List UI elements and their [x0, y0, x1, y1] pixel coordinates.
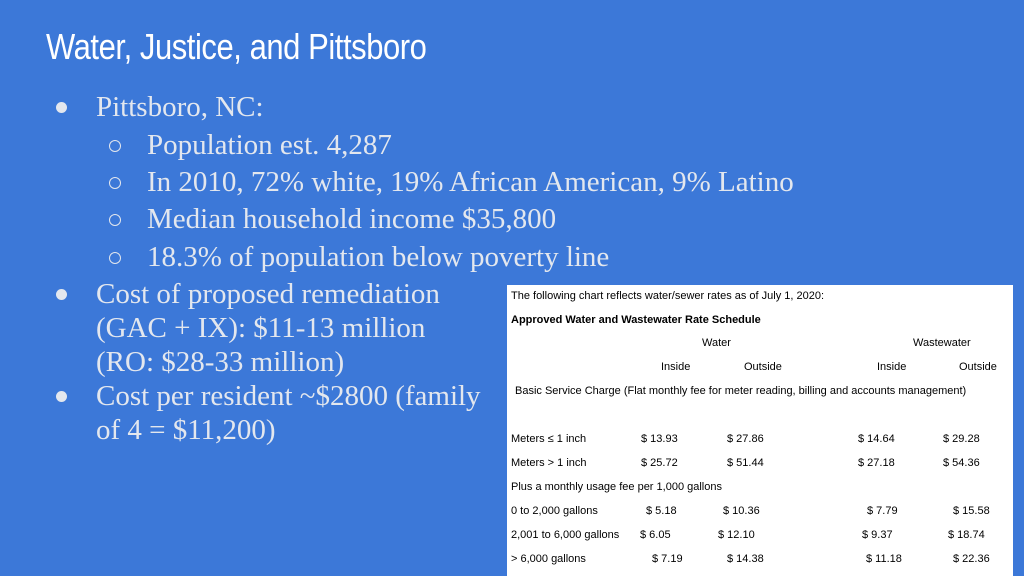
- table-heading: Approved Water and Wastewater Rate Schedule: [511, 314, 761, 326]
- bullet-pittsboro: Pittsboro, NC:: [96, 91, 264, 123]
- sub-bullet-population: Population est. 4,287: [147, 129, 392, 161]
- wastewater-inside-header: Inside: [877, 361, 907, 373]
- table-cell: $ 25.72: [641, 457, 678, 469]
- table-cell: $ 29.28: [943, 433, 980, 445]
- sub-bullet-ring-icon: [109, 252, 121, 264]
- bullet-family-cost: of 4 = $11,200): [96, 414, 276, 446]
- table-row-label: 0 to 2,000 gallons: [511, 505, 598, 517]
- wastewater-group-header: Wastewater: [913, 337, 971, 349]
- water-group-header: Water: [702, 337, 731, 349]
- sub-bullet-demographics: In 2010, 72% white, 19% African American, 9% Latino: [147, 166, 794, 198]
- bullet-disc-icon: [56, 391, 67, 402]
- table-cell: $ 6.05: [640, 529, 671, 541]
- basic-service-charge: Basic Service Charge (Flat monthly fee for meter reading, billing and accounts management): [515, 385, 967, 397]
- water-outside-header: Outside: [744, 361, 782, 373]
- table-cell: $ 51.44: [727, 457, 764, 469]
- table-cell: $ 54.36: [943, 457, 980, 469]
- table-cell: $ 10.36: [723, 505, 760, 517]
- bullet-cost-per-resident: Cost per resident ~$2800 (family: [96, 380, 481, 412]
- table-row-label: 2,001 to 6,000 gallons: [511, 529, 620, 541]
- bullet-disc-icon: [56, 289, 67, 300]
- sub-bullet-ring-icon: [109, 214, 121, 226]
- table-cell: $ 14.38: [727, 553, 764, 565]
- sub-bullet-ring-icon: [109, 177, 121, 189]
- sub-bullet-ring-icon: [109, 140, 121, 152]
- table-row-label: Meters > 1 inch: [511, 457, 587, 469]
- slide-title: Water, Justice, and Pittsboro: [46, 26, 427, 67]
- table-cell: $ 12.10: [718, 529, 755, 541]
- bullet-ro-cost: (RO: $28-33 million): [96, 346, 345, 378]
- sub-bullet-income: Median household income $35,800: [147, 203, 557, 235]
- table-cell: $ 11.18: [866, 553, 902, 565]
- sub-bullet-poverty: 18.3% of population below poverty line: [147, 241, 610, 273]
- table-cell: $ 7.79: [867, 505, 898, 517]
- bullet-disc-icon: [56, 102, 67, 113]
- water-inside-header: Inside: [661, 361, 691, 373]
- table-cell: $ 14.64: [858, 433, 895, 445]
- table-cell: $ 18.74: [948, 529, 985, 541]
- table-cell: $ 9.37: [862, 529, 893, 541]
- table-intro: The following chart reflects water/sewer rates as of July 1, 2020:: [511, 290, 825, 302]
- wastewater-outside-header: Outside: [959, 361, 997, 373]
- table-cell: $ 27.86: [727, 433, 764, 445]
- table-cell: $ 15.58: [953, 505, 990, 517]
- table-cell: $ 7.19: [652, 553, 683, 565]
- rate-schedule-image: [507, 285, 1013, 576]
- table-cell: $ 22.36: [953, 553, 990, 565]
- table-cell: $ 27.18: [858, 457, 895, 469]
- usage-fee-note: Plus a monthly usage fee per 1,000 gallons: [511, 481, 722, 493]
- table-row-label: Meters ≤ 1 inch: [511, 433, 587, 445]
- table-cell: $ 13.93: [641, 433, 678, 445]
- bullet-remediation-cost: Cost of proposed remediation: [96, 278, 440, 310]
- table-row-label: > 6,000 gallons: [511, 553, 586, 565]
- table-cell: $ 5.18: [646, 505, 677, 517]
- bullet-gac-ix-cost: (GAC + IX): $11-13 million: [96, 312, 426, 344]
